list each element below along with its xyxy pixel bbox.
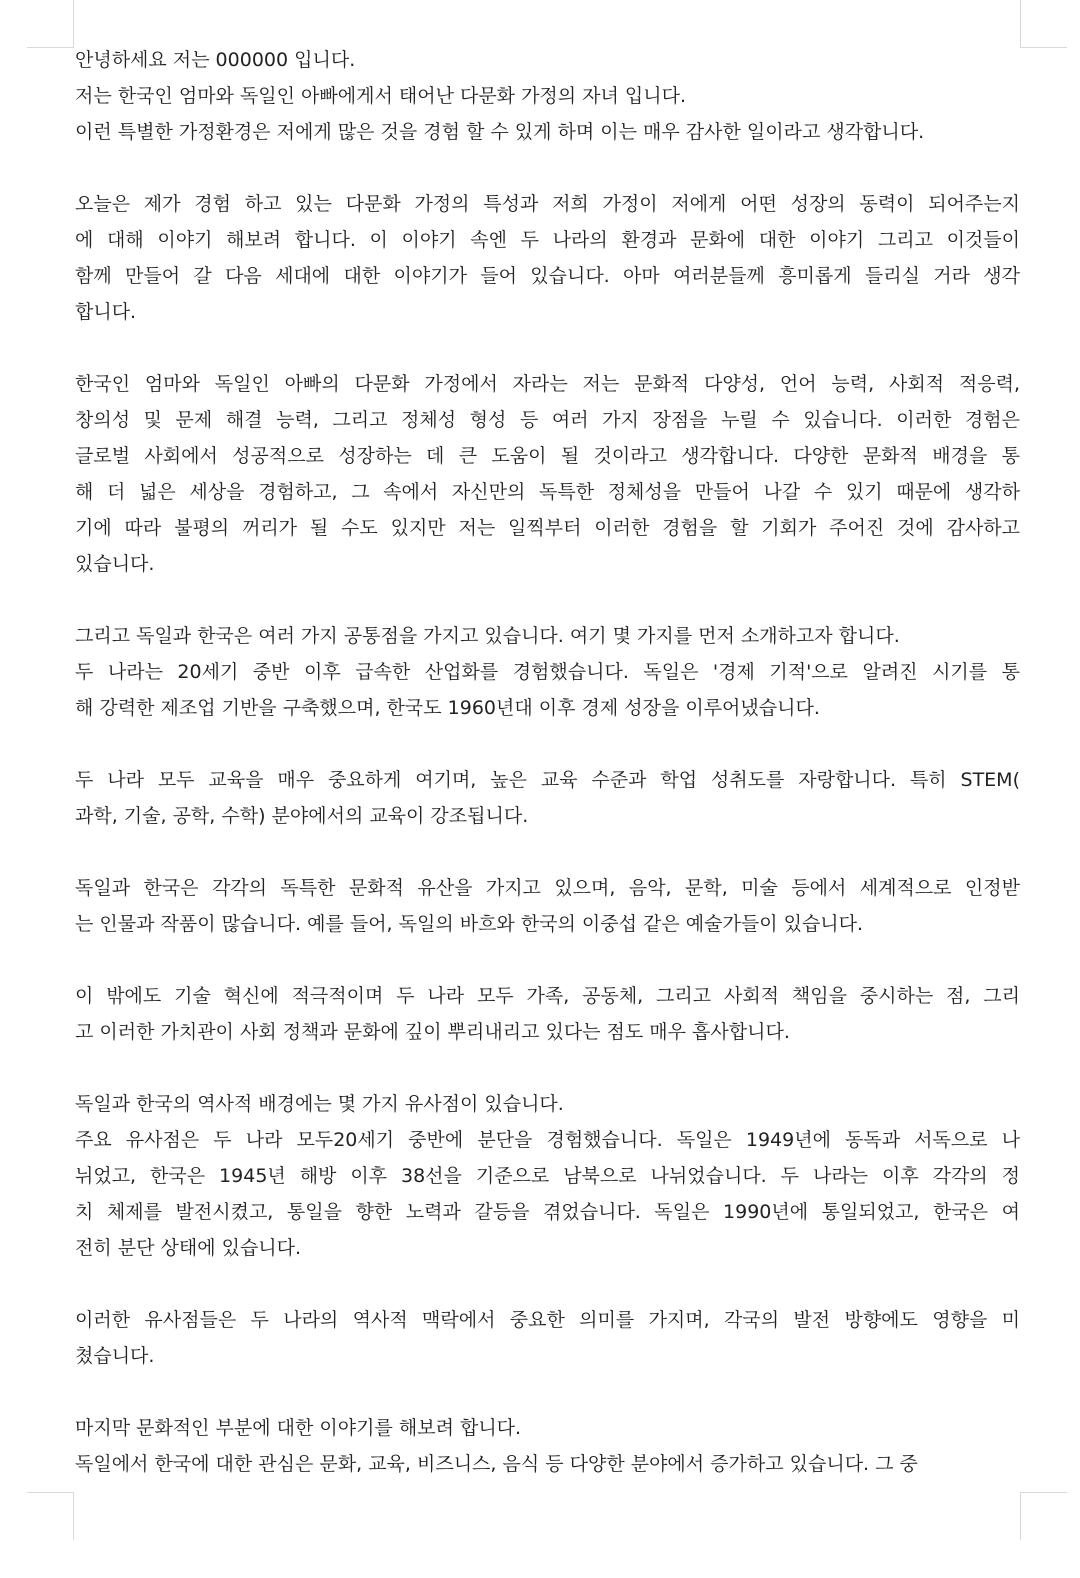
paragraph xyxy=(75,1086,1020,1266)
paragraph xyxy=(75,618,1020,726)
text-line: 오늘은 제가 경험 하고 있는 다문화 가정의 특성과 저희 가정이 저에게 어떤 성장의 동력이 되어주는지 xyxy=(75,193,1020,215)
text-line: 는 인물과 작품이 많습니다. 예를 들어, 독일의 바흐와 한국의 이중섭 같은 예술가들이 있습니다. xyxy=(75,913,864,935)
page-corner-mark-bottom-right-h xyxy=(1020,1492,1067,1493)
page-corner-mark-bottom-left-v xyxy=(73,1492,74,1540)
page-corner-mark-top-left-h xyxy=(27,47,74,48)
paragraph xyxy=(75,186,1020,330)
text-line: 이 밖에도 기술 혁신에 적극적이며 두 나라 모두 가족, 공동체, 그리고 사회적 책임을 중시하는 점, 그리 xyxy=(75,985,1020,1007)
paragraph xyxy=(75,366,1020,582)
text-line: 치 체제를 발전시켰고, 통일을 향한 노력과 갈등을 겪었습니다. 독일은 1990년에 통일되었고, 한국은 여 xyxy=(75,1201,1020,1223)
text-line: 안녕하세요 저는 000000 입니다. xyxy=(75,49,356,71)
text-line: 기에 따라 불평의 꺼리가 될 수도 있지만 저는 일찍부터 이러한 경험을 할 기회가 주어진 것에 감사하고 xyxy=(75,517,1020,539)
text-line: 글로벌 사회에서 성공적으로 성장하는 데 큰 도움이 될 것이라고 생각합니다. 다양한 문화적 배경을 통 xyxy=(75,445,1020,467)
text-line: 에 대해 이야기 해보려 합니다. 이 이야기 속엔 두 나라의 환경과 문화에 대한 이야기 그리고 이것들이 xyxy=(75,229,1020,251)
text-line: 저는 한국인 엄마와 독일인 아빠에게서 태어난 다문화 가정의 자녀 입니다. xyxy=(75,85,687,107)
text-line: 뉘었고, 한국은 1945년 해방 이후 38선을 기준으로 남북으로 나뉘었습니다. 두 나라는 이후 각각의 정 xyxy=(75,1165,1020,1187)
text-line: 전히 분단 상태에 있습니다. xyxy=(75,1237,302,1259)
page-corner-mark-top-left-v xyxy=(73,0,74,47)
paragraph xyxy=(75,1302,1020,1374)
text-line: 독일과 한국은 각각의 독특한 문화적 유산을 가지고 있으며, 음악, 문학, 미술 등에서 세계적으로 인정받 xyxy=(75,877,1020,899)
text-line: 창의성 및 문제 해결 능력, 그리고 정체성 형성 등 여러 가지 장점을 누릴 수 있습니다. 이러한 경험은 xyxy=(75,409,1020,431)
text-line: 합니다. xyxy=(75,301,137,323)
text-line: 과학, 기술, 공학, 수학) 분야에서의 교육이 강조됩니다. xyxy=(75,805,529,827)
page-corner-mark-top-right-h xyxy=(1020,47,1067,48)
text-line: 이런 특별한 가정환경은 저에게 많은 것을 경험 할 수 있게 하며 이는 매우 감사한 일이라고 생각합니다. xyxy=(75,121,925,143)
text-line: 이러한 유사점들은 두 나라의 역사적 맥락에서 중요한 의미를 가지며, 각국의 발전 방향에도 영향을 미 xyxy=(75,1309,1020,1331)
paragraph xyxy=(75,1410,1020,1482)
text-line: 마지막 문화적인 부분에 대한 이야기를 해보려 합니다. xyxy=(75,1417,522,1439)
text-line: 독일에서 한국에 대한 관심은 문화, 교육, 비즈니스, 음식 등 다양한 분야에서 증가하고 있습니다. 그 중 xyxy=(75,1453,918,1475)
paragraph xyxy=(75,978,1020,1050)
text-line: 두 나라는 20세기 중반 이후 급속한 산업화를 경험했습니다. 독일은 '경제 기적'으로 알려진 시기를 통 xyxy=(75,661,1020,683)
text-line: 두 나라 모두 교육을 매우 중요하게 여기며, 높은 교육 수준과 학업 성취도를 자랑합니다. 특히 STEM( xyxy=(75,769,1020,791)
text-line: 그리고 독일과 한국은 여러 가지 공통점을 가지고 있습니다. 여기 몇 가지를 먼저 소개하고자 합니다. xyxy=(75,625,900,647)
text-line: 해 더 넓은 세상을 경험하고, 그 속에서 자신만의 독특한 정체성을 만들어 나갈 수 있기 때문에 생각하 xyxy=(75,481,1020,503)
text-line: 주요 유사점은 두 나라 모두20세기 중반에 분단을 경험했습니다. 독일은 1949년에 동독과 서독으로 나 xyxy=(75,1129,1020,1151)
text-line: 한국인 엄마와 독일인 아빠의 다문화 가정에서 자라는 저는 문화적 다양성, 언어 능력, 사회적 적응력, xyxy=(75,373,1020,395)
page-corner-mark-top-right-v xyxy=(1020,0,1021,47)
text-line: 함께 만들어 갈 다음 세대에 대한 이야기가 들어 있습니다. 아마 여러분들께 흥미롭게 들리실 거라 생각 xyxy=(75,265,1020,287)
page-corner-mark-bottom-left-h xyxy=(27,1492,74,1493)
page-corner-mark-bottom-right-v xyxy=(1020,1492,1021,1540)
text-line: 쳤습니다. xyxy=(75,1345,155,1367)
paragraph xyxy=(75,870,1020,942)
text-line: 있습니다. xyxy=(75,553,155,575)
text-line: 고 이러한 가치관이 사회 정책과 문화에 깊이 뿌리내리고 있다는 점도 매우 흡사합니다. xyxy=(75,1021,790,1043)
paragraph xyxy=(75,42,1020,150)
paragraph xyxy=(75,762,1020,834)
document-body xyxy=(75,42,1020,1518)
text-line: 독일과 한국의 역사적 배경에는 몇 가지 유사점이 있습니다. xyxy=(75,1093,564,1115)
text-line: 해 강력한 제조업 기반을 구축했으며, 한국도 1960년대 이후 경제 성장을 이루어냈습니다. xyxy=(75,697,820,719)
